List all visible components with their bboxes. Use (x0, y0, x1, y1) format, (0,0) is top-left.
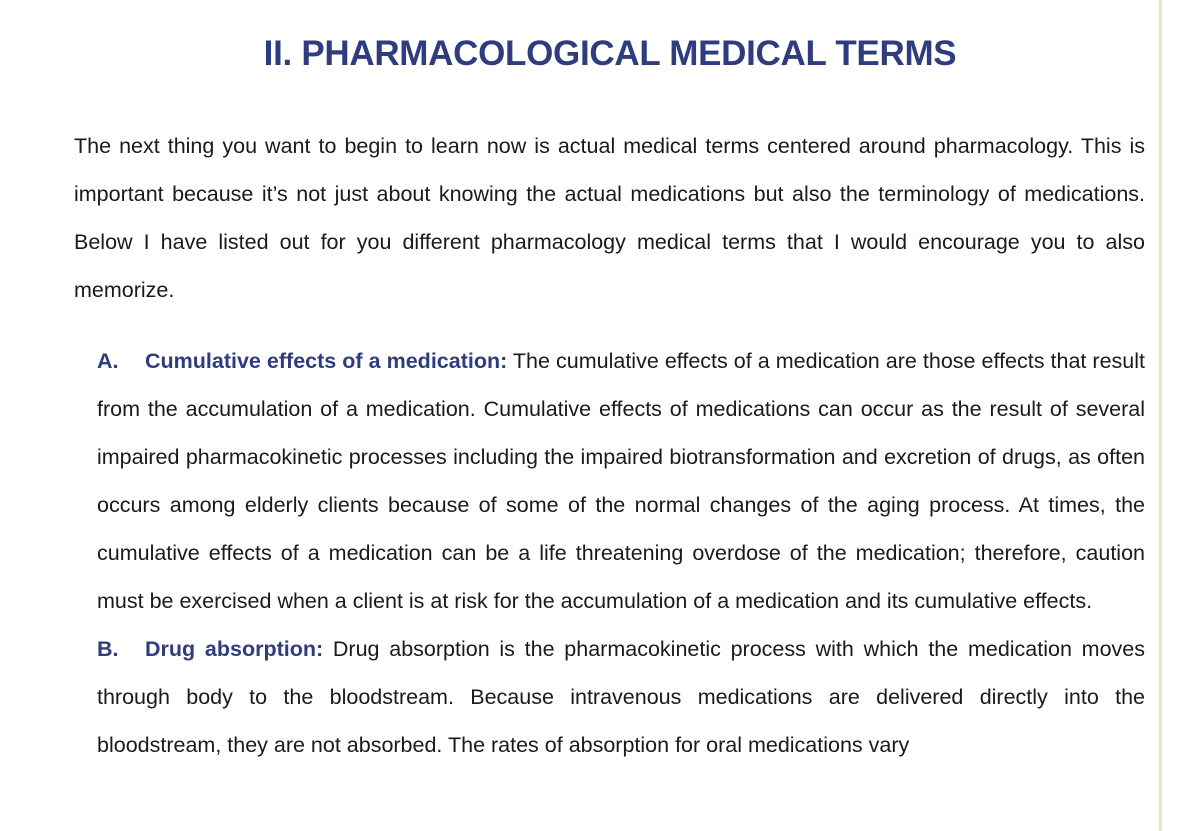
term-item (97, 625, 1145, 769)
term-title: Cumulative effects of a medication: (145, 349, 508, 373)
term-letter: B. (97, 637, 119, 661)
term-title: Drug absorption: (145, 637, 324, 661)
page-bottom-edge (0, 821, 1160, 831)
page-title: II. PHARMACOLOGICAL MEDICAL TERMS (263, 34, 957, 73)
term-heading (97, 349, 507, 373)
page-border (1159, 0, 1162, 831)
terms-list (97, 337, 1145, 769)
intro-paragraph: The next thing you want to begin to learn now is actual medical terms centered around pharmacology. This is important because it’s not just about knowing the actual medications but also the terminology of medications. Below I have listed out for you different pharmacology medical terms that I would encourage you to also memorize. (74, 134, 1145, 302)
term-item (97, 337, 1145, 625)
term-heading (97, 637, 323, 661)
term-body: Drug absorption is the pharmacokinetic process with which the medication moves through body to the bloodstream. Because intravenous medications are delivered directly into the bloodstream, they are not absorbed. The rates of absorption for oral medications vary (97, 637, 1145, 757)
term-body: The cumulative effects of a medication are those effects that result from the accumulation of a medication. Cumulative effects of medications can occur as the result of several impaired pharmacokinetic processes including the impaired biotransformation and excretion of drugs, as often occurs among elderly clients because of some of the normal changes of the aging process. At times, the cumulative effects of a medication can be a life threatening overdose of the medication; therefore, caution must be exercised when a client is at risk for the accumulation of a medication and its cumulative effects. (97, 349, 1145, 613)
term-letter: A. (97, 349, 119, 373)
